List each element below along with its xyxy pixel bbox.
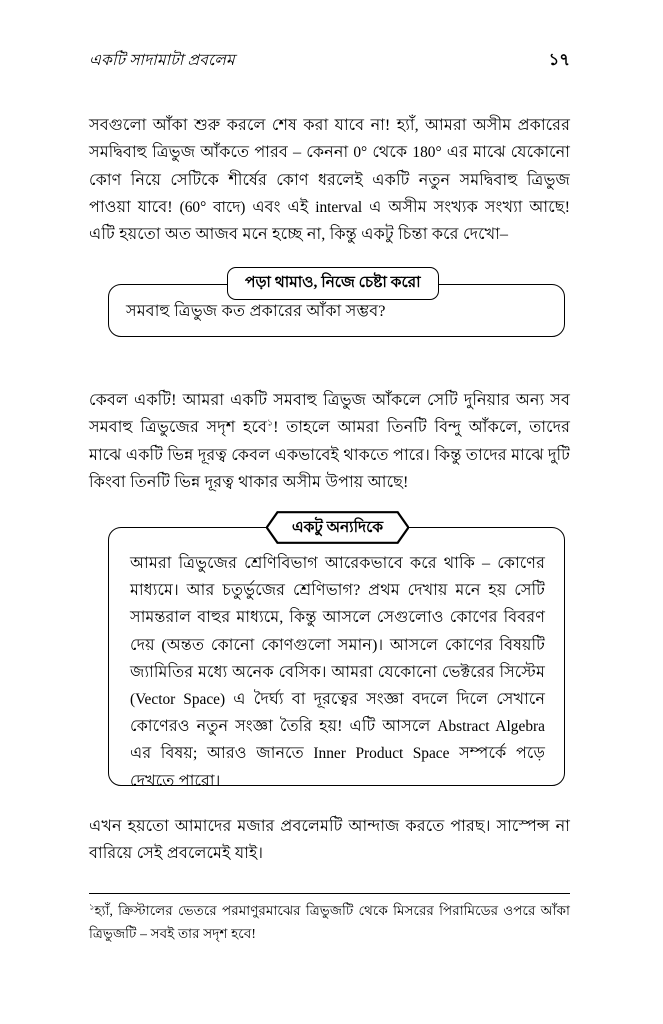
paragraph-intro-text-a: সবগুলো আঁকা শুরু করলে শেষ করা যাবে না! হ্যাঁ, আমরা অসীম প্রকারের সমদ্বিবাহু ত্রিভুজ আঁকতে পারব – কেননা <box>89 116 570 162</box>
paragraph-intro <box>89 112 570 248</box>
callout-aside-text-a: আমরা ত্রিভুজের শ্রেণিবিভাগ আরেকভাবে করে থাকি – কোণের মাধ্যমে। আর চতুর্ভুজের শ্রেণিভাগ? প্রথম দেখায় মনে হয় সেটি সামন্তরাল বাহুর মাধ্যমে, কিন্তু আসলে সেগুলোও কোণের বিবরণ দেয় (অন্তত কোনো কোণগুলো সমান)। আসলে কোণের বিষয়টি জ্যামিতির মধ্যে অনেক বেসিক। আমরা যেকোনো ভেক্টরের সিস্টেম <box>130 554 545 681</box>
term-inner: Inner <box>313 745 346 763</box>
callout-tab-practice: পড়া থামাও, নিজে চেষ্টা করো <box>227 267 439 300</box>
term-product-space: Product Space <box>355 745 450 763</box>
term-interval: interval <box>315 198 363 216</box>
callout-aside-space <box>346 744 356 762</box>
footnote-separator-rule <box>89 893 570 894</box>
callout-aside-text-d: সম্পর্কে পড়ে দেখতে পারো। <box>130 744 545 790</box>
paragraph-intro-text-c: এর মাঝে যেকোনো কোণ নিয়ে সেটিকে শীর্ষের কোণ ধরলেই একটি নতুন সমদ্বিবাহু ত্রিভুজ পাওয়া যাবে! <box>89 143 570 216</box>
callout-tab-aside <box>266 511 409 544</box>
callout-box-aside <box>108 518 565 790</box>
paragraph-middle-text-a: কেবল একটি! আমরা একটি সমবাহু ত্রিভুজ আঁকলে সেটি দুনিয়ার অন্য সব সমবাহু ত্রিভুজের সদৃশ হবে <box>89 391 570 437</box>
paragraph-intro-text-d: এবং এই <box>245 197 316 216</box>
callout-aside-text-c: এর বিষয়; আরও জানতে <box>130 744 314 763</box>
header-chapter-title: একটি সাদামাটা প্রবলেম <box>89 52 235 69</box>
footnote-marker: ১ <box>89 901 95 912</box>
term-vector-space: (Vector Space) <box>130 691 226 709</box>
running-header <box>89 47 570 74</box>
callout-box-practice <box>108 274 565 337</box>
callout-tab-aside-wrapper <box>109 511 566 544</box>
angle-value-sixty-note: (60° বাদে) <box>179 198 246 216</box>
paragraph-intro-text-b: থেকে <box>367 143 413 162</box>
paragraph-middle <box>89 387 570 496</box>
paragraph-intro-text-e: এ অসীম সংখ্যক সংখ্যা আছে! এটি হয়তো অত আজব মনে হচ্ছে না, কিন্তু একটু চিন্তা করে দেখো– <box>89 197 570 243</box>
footnote-reference-marker: ১ <box>266 419 274 429</box>
term-abstract-algebra: Abstract Algebra <box>437 718 545 736</box>
callout-aside-text <box>130 550 545 795</box>
callout-tab-aside-label: একটু অন্যদিকে <box>291 518 384 536</box>
footnote-text: হ্যাঁ, ক্রিস্টালের ভেতরে পরমাণুরমাঝের ত্রিভুজটি থেকে মিসরের পিরামিডের ওপরে আঁকা ত্রিভুজটি – সবই তার সদৃশ হবে! <box>89 903 570 941</box>
callout-aside-text-b: এ দৈর্ঘ্য বা দূরত্বের সংজ্ঞা বদলে দিলে সেখানে কোণেরও নতুন সংজ্ঞা তৈরি হয়! এটি আসলে <box>130 690 545 736</box>
paragraph-middle-text-b: ! তাহলে আমরা তিনটি বিন্দু আঁকলে, তাদের মাঝে একটি ভিন্ন দূরত্ব কেবল একভাবেই থাকতে পারে। কিন্তু তাদের মাঝে দুটি কিংবা তিনটি ভিন্ন দূরত্ব থাকার অসীম উপায় আছে! <box>89 418 570 491</box>
angle-value-zero: 0° <box>353 144 368 162</box>
callout-practice-question: সমবাহু ত্রিভুজ কত প্রকারের আঁকা সম্ভব? <box>126 302 386 320</box>
paragraph-closing: এখন হয়তো আমাদের মজার প্রবলেমটি আন্দাজ করতে পারছ। সাস্পেন্স না বারিয়ে সেই প্রবলেমেই যাই। <box>89 817 570 863</box>
page-number: ১৭ <box>548 50 570 69</box>
angle-value-one-eighty: 180° <box>412 144 442 162</box>
footnote <box>89 900 570 945</box>
